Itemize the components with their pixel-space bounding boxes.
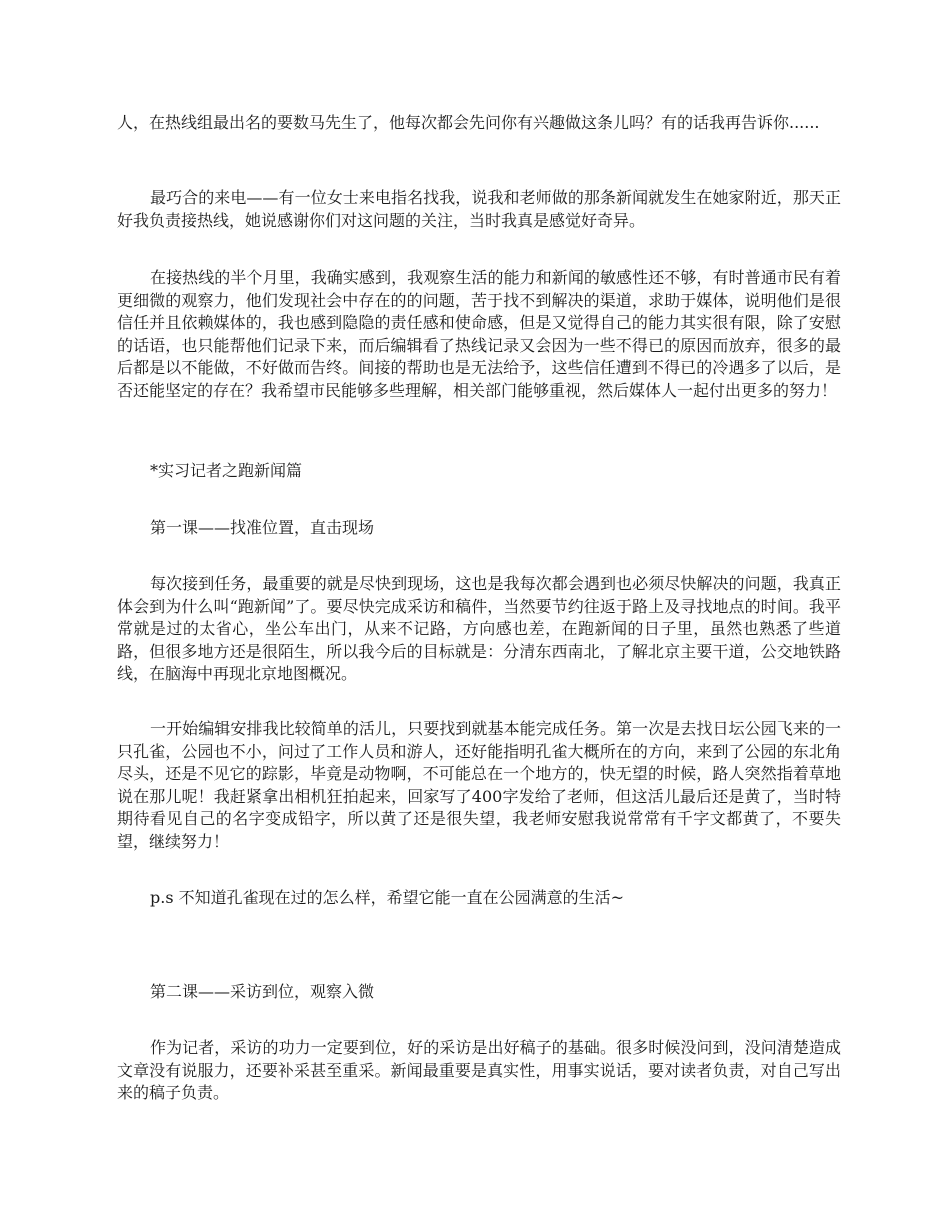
lesson-two-heading: 第二课——采访到位，观察入微 — [150, 982, 375, 1001]
paragraph-interview-quality: 作为记者，采访的功力一定要到位，好的采访是出好稿子的基础。很多时候没问到，没问清楚造成文章没有说服力，还要补采甚至重采。新闻最重要是真实性，用事实说话，要对读者负责，对自己写出来的稿子负责。 — [117, 1038, 841, 1103]
paragraph-hotline-mr-ma: 人，在热线组最出名的要数马先生了，他每次都会先问你有兴趣做这条儿吗？有的话我再告诉你...... — [117, 113, 820, 132]
lesson-one-heading: 第一课——找准位置，直击现场 — [150, 518, 375, 537]
paragraph-get-to-scene: 每次接到任务，最重要的就是尽快到现场，这也是我每次都会遇到也必须尽快解决的问题，我真正体会到为什么叫“跑新闻”了。要尽快完成采访和稿件，当然要节约往返于路上及寻找地点的时间。我平常就是过的太省心，坐公车出门，从来不记路，方向感也差，在跑新闻的日子里，虽然也熟悉了些道路，但很多地方还是很陌生，所以我今后的目标就是：分清东西南北，了解北京主要干道，公交地铁路线，在脑海中再现北京地图概况。 — [117, 574, 841, 684]
section-heading-running-news: *实习记者之跑新闻篇 — [150, 461, 303, 480]
paragraph-hotline-reflection: 在接热线的半个月里，我确实感到，我观察生活的能力和新闻的敏感性还不够，有时普通市民有着更细微的观察力，他们发现社会中存在的的问题，苦于找不到解决的渠道，求助于媒体，说明他们是很信任并且依赖媒体的，我也感到隐隐的责任感和使命感，但是又觉得自己的能力其实很有限，除了安慰的话语，也只能帮他们记录下来，而后编辑看了热线记录又会因为一些不得已的原因而放弃，很多的最后都是以不能做，不好做而告终。间接的帮助也是无法给予，这些信任遭到不得已的冷遇多了以后，是否还能坚定的存在？我希望市民能够多些理解，相关部门能够重视，然后媒体人一起付出更多的努力！ — [117, 268, 841, 400]
paragraph-peacock-story: 一开始编辑安排我比较简单的活儿，只要找到就基本能完成任务。第一次是去找日坛公园飞来的一只孔雀，公园也不小，问过了工作人员和游人，还好能指明孔雀大概所在的方向，来到了公园的东北角尽头，还是不见它的踪影，毕竟是动物啊，不可能总在一个地方的，快无望的时候，路人突然指着草地说在那儿呢！我赶紧拿出相机狂拍起来，回家写了400字发给了老师，但这活儿最后还是黄了，当时特期待看见自己的名字变成铅字，所以黄了还是很失望，我老师安慰我说常常有千字文都黄了，不要失望，继续努力！ — [117, 719, 841, 851]
paragraph-coincidence-call: 最巧合的来电——有一位女士来电指名找我，说我和老师做的那条新闻就发生在她家附近，那天正好我负责接热线，她说感谢你们对这问题的关注，当时我真是感觉好奇异。 — [117, 188, 841, 230]
paragraph-postscript: p.s 不知道孔雀现在过的怎么样，希望它能一直在公园满意的生活~ — [150, 888, 625, 907]
